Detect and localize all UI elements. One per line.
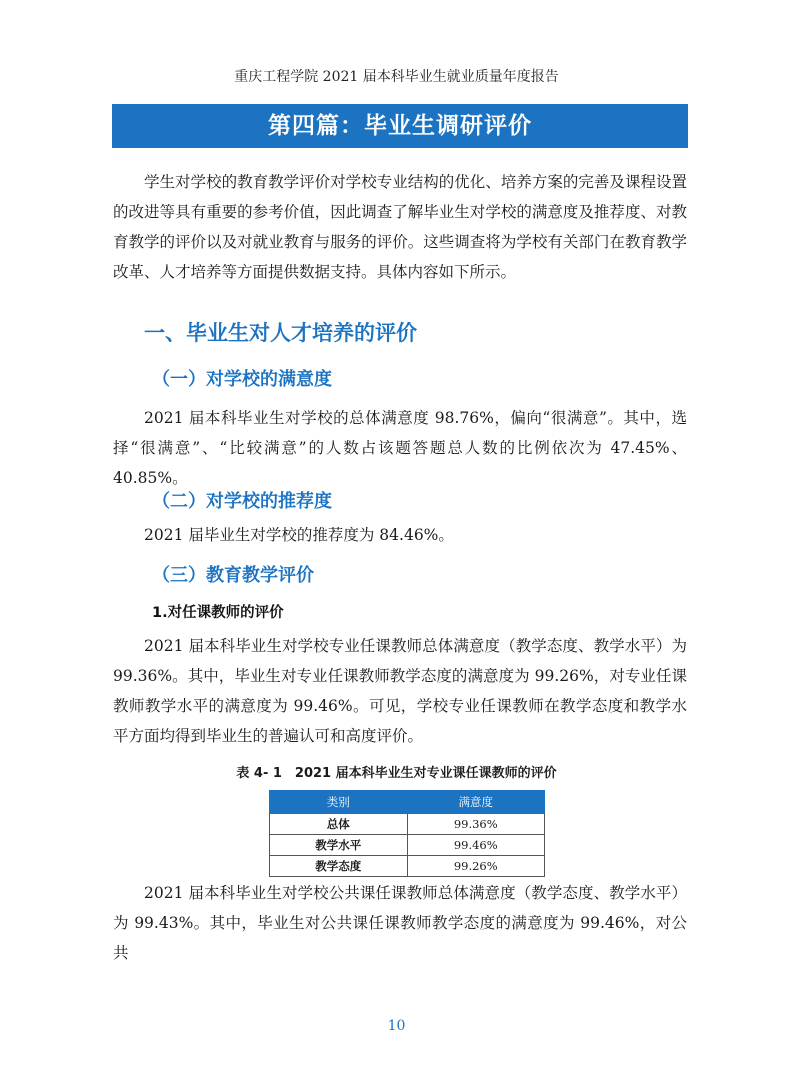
table-header-row (270, 791, 545, 814)
recommendation-paragraph: 2021 届毕业生对学校的推荐度为 84.46%。 (144, 526, 454, 544)
chapter-banner: 第四篇：毕业生调研评价 (112, 104, 688, 148)
row-category: 总体 (270, 814, 408, 835)
closing-paragraph: 2021 届本科毕业生对学校公共课任课教师总体满意度（教学态度、教学水平）为 99.43%。其中，毕业生对公共课任课教师教学态度的满意度为 99.46%，对公共 (113, 884, 687, 962)
row-value: 99.46% (407, 835, 545, 856)
teacher-evaluation-table (269, 790, 545, 877)
teachers-paragraph: 2021 届本科毕业生对学校专业任课教师总体满意度（教学态度、教学水平）为 99.36%。其中，毕业生对专业任课教师教学态度的满意度为 99.26%，对专业任课教师教学水平的满意度为 99.46%。可见，学校专业任课教师在教学态度和教学水平方面均得到毕业生的普遍认可和高度评价。 (113, 637, 687, 745)
row-value: 99.26% (407, 856, 545, 877)
intro-paragraph: 学生对学校的教育教学评价对学校专业结构的优化、培养方案的完善及课程设置的改进等具有重要的参考价值，因此调查了解毕业生对学校的满意度及推荐度、对教育教学的评价以及对就业教育与服务的评价。这些调查将为学校有关部门在教育教学改革、人才培养等方面提供数据支持。具体内容如下所示。 (113, 173, 687, 281)
satisfaction-paragraph: 2021 届本科毕业生对学校的总体满意度 98.76%，偏向“很满意”。其中，选择“很满意”、“比较满意”的人数占该题答题总人数的比例依次为 47.45%、40.85%。 (113, 409, 687, 487)
section-heading: 一、毕业生对人才培养的评价 (144, 321, 417, 345)
table-row (270, 835, 545, 856)
row-category: 教学态度 (270, 856, 408, 877)
running-header: 重庆工程学院 2021 届本科毕业生就业质量年度报告 (234, 69, 559, 85)
header-satisfaction: 满意度 (407, 791, 545, 814)
row-value: 99.36% (407, 814, 545, 835)
header-category: 类别 (270, 791, 408, 814)
subsection-heading-satisfaction: （一）对学校的满意度 (152, 369, 332, 390)
subsection-heading-teaching: （三）教育教学评价 (152, 565, 314, 586)
table-row (270, 856, 545, 877)
table-caption: 表 4- 1 2021 届本科毕业生对专业课任课教师的评价 (236, 766, 557, 781)
row-category: 教学水平 (270, 835, 408, 856)
subsection-heading-recommendation: （二）对学校的推荐度 (152, 491, 332, 512)
item-heading-teachers: 1.对任课教师的评价 (152, 605, 284, 621)
table-row (270, 814, 545, 835)
page-number: 10 (387, 1018, 406, 1034)
